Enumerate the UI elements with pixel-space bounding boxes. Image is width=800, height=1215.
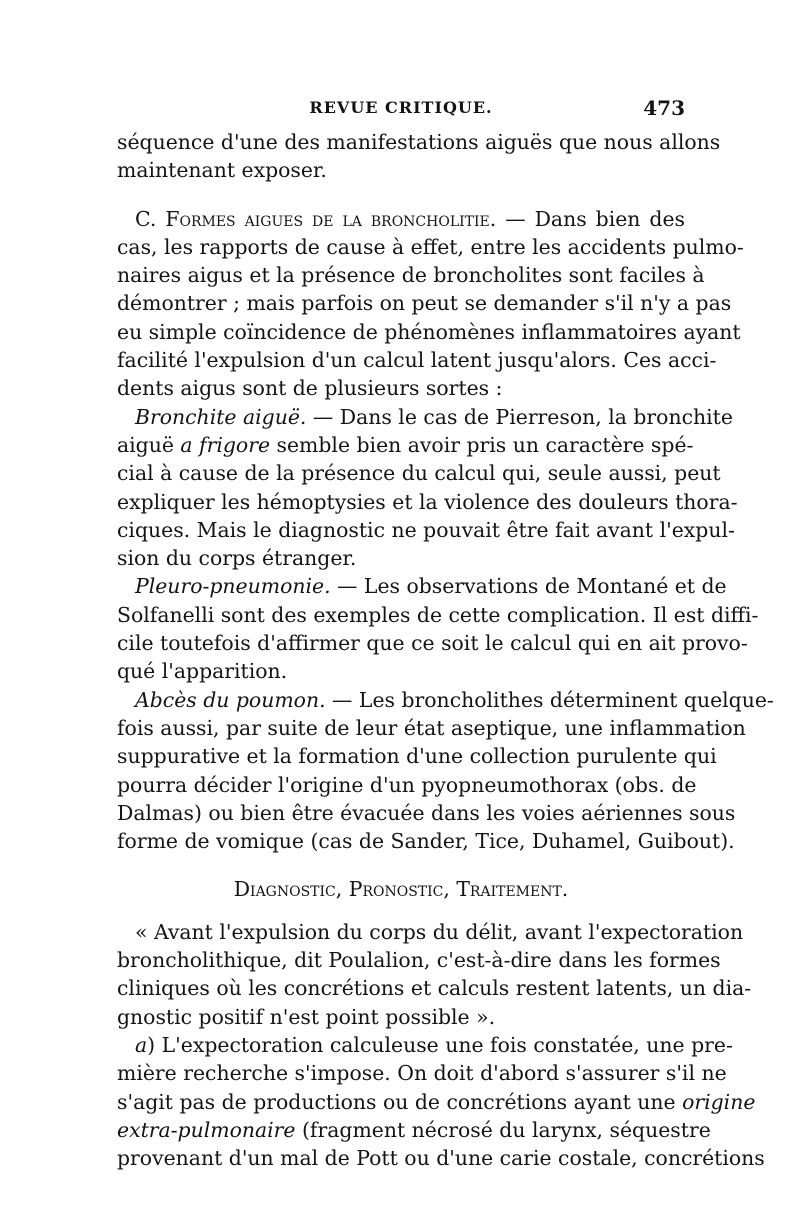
text-line: provenant d'un mal de Pott ou d'une carie costale, concrétions [117,1146,765,1171]
text-line: forme de vomique (cas de Sander, Tice, Duhamel, Guibout). [117,829,735,854]
text-line: Dalmas) ou bien être évacuée dans les voies aériennes sous [117,800,736,825]
running-title: REVUE CRITIQUE. [309,98,493,117]
a-frigore-italic: a frigore [180,432,271,457]
text-line: broncholithique, dit Poulalion, c'est-à-dire dans les formes [117,948,721,973]
bronchite-heading: Bronchite aiguë. [135,404,307,429]
text-line: facilité l'expulsion d'un calcul latent jusqu'alors. Ces acci- [117,348,717,373]
text-line: gnostic positif n'est point possible ». [117,1004,496,1029]
text-line: a) L'expectoration calculeuse une fois constatée, une pre- [135,1032,733,1057]
text-line: Bronchite aiguë. — Dans le cas de Pierreson, la bronchite [135,404,733,429]
section-c-heading: C. Formes aigues de la broncholitie. — [135,206,526,231]
text-line: « Avant l'expulsion du corps du délit, avant l'expectoration [135,919,744,944]
text-line: Pleuro-pneumonie. — Les observations de Montané et de [135,574,727,599]
text-line: maintenant exposer. [117,158,327,183]
text-line: sion du corps étranger. [117,546,357,571]
item-letter-a: a [135,1032,148,1057]
text-line: fois aussi, par suite de leur état aseptique, une inflammation [117,715,746,740]
text-line: aiguë a frigore semble bien avoir pris un caractère spé- [117,432,694,457]
text-line: mière recherche s'impose. On doit d'abord s'assurer s'il ne [117,1061,727,1086]
text-line: démontrer ; mais parfois on peut se demander s'il n'y a pas [117,291,732,316]
text-line: dents aigus sont de plusieurs sortes : [117,376,503,401]
page-header [117,96,685,126]
text-line: séquence d'une des manifestations aiguës que nous allons [117,130,721,154]
section-title: Diagnostic, Pronostic, Traitement. [233,877,569,902]
text-line: ciques. Mais le diagnostic ne pouvait être fait avant l'expul- [117,517,735,542]
text-line: qué l'apparition. [117,659,288,684]
text-line: eu simple coïncidence de phénomènes inflammatoires ayant [117,319,741,344]
origine-italic: origine [682,1089,756,1114]
text-line: Abcès du poumon. — Les broncholithes déterminent quelque- [135,687,774,712]
abces-heading: Abcès du poumon. [135,687,326,712]
page-body [117,128,774,1172]
extra-pulmonaire-italic: extra-pulmonaire [117,1117,296,1142]
pleuro-heading: Pleuro-pneumonie. [135,574,331,599]
text-line: cial à cause de la présence du calcul qui, seule aussi, peut [117,461,721,486]
text-line: suppurative et la formation d'une collection purulente qui [117,744,717,769]
text-line: cas, les rapports de cause à effet, entre les accidents pulmo- [117,234,744,259]
text-line: naires aigus et la présence de broncholites sont faciles à [117,263,705,288]
page-number: 473 [643,96,685,120]
text-line: cile toutefois d'affirmer que ce soit le calcul qui en ait provo- [117,631,748,656]
text-line: s'agit pas de productions ou de concrétions ayant une origine [117,1089,756,1114]
text-line: expliquer les hémoptysies et la violence des douleurs thora- [117,489,738,514]
text-line: cliniques où les concrétions et calculs restent latents, un dia- [117,976,752,1001]
text-line: Solfanelli sont des exemples de cette complication. Il est diffi- [117,602,759,627]
text-line: extra-pulmonaire (fragment nécrosé du larynx, séquestre [117,1117,711,1142]
text-line: C. Formes aigues de la broncholitie. — Dans bien des [135,206,685,231]
text-line: pourra décider l'origine d'un pyopneumothorax (obs. de [117,772,697,797]
